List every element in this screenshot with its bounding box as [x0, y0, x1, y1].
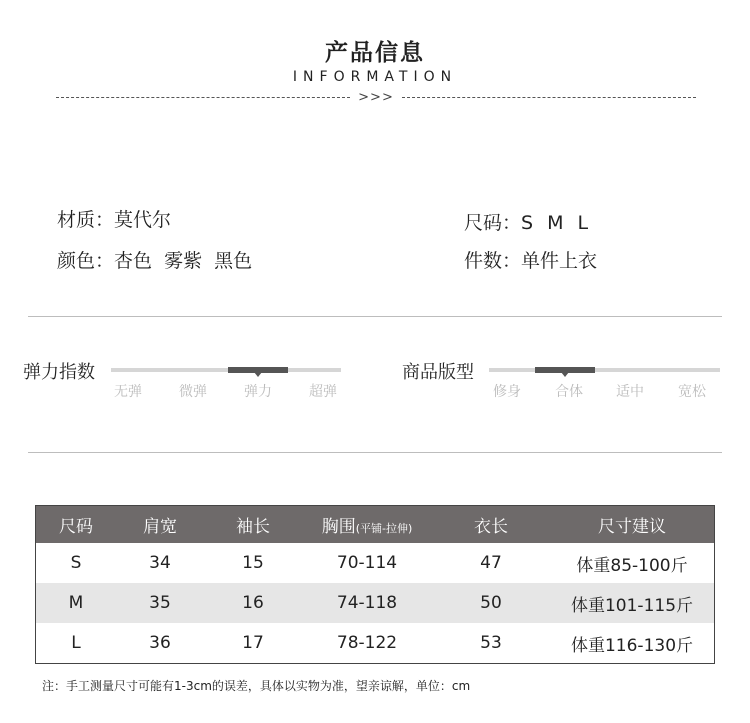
table-cell: 53	[480, 633, 502, 653]
fit-tick-2: 适中	[616, 384, 644, 400]
table-cell: 36	[149, 633, 171, 653]
table-cell: S	[70, 553, 82, 573]
material-value: 莫代尔	[114, 209, 172, 231]
dashed-line-right	[402, 97, 696, 98]
fit-label: 商品版型	[402, 362, 474, 383]
table-cell: 70-114	[336, 553, 398, 573]
table-row	[36, 583, 714, 623]
elasticity-label: 弹力指数	[23, 362, 95, 383]
header-chest-label: 胸围	[321, 517, 356, 537]
section-divider	[56, 90, 696, 105]
size-label: 尺码：	[464, 212, 522, 234]
header-suggestion: 尺寸建议	[598, 517, 666, 537]
color-label: 颜色：	[57, 250, 115, 272]
header-chest	[302, 512, 432, 537]
table-header-row	[36, 506, 714, 543]
elasticity-track	[111, 368, 341, 372]
table-cell: 50	[480, 593, 502, 613]
arrows-marker: >>>	[358, 90, 394, 105]
table-cell: 15	[242, 553, 264, 573]
color-value: 杏色 雾紫 黑色	[114, 250, 253, 272]
header-chest-note: (平铺-拉伸)	[355, 522, 413, 535]
material-info	[57, 205, 171, 232]
elasticity-tick-3: 超弹	[309, 384, 337, 400]
page-subtitle: INFORMATION	[292, 69, 458, 85]
measurement-note: 注：手工测量尺寸可能有1-3cm的误差，具体以实物为准，望亲谅解，单位：cm	[42, 679, 471, 693]
table-cell: L	[71, 633, 81, 653]
size-table	[35, 505, 715, 664]
table-cell: 34	[149, 553, 171, 573]
table-cell: M	[68, 593, 84, 613]
table-row	[36, 623, 714, 663]
elasticity-tick-1: 微弹	[179, 384, 207, 400]
elasticity-pointer	[254, 372, 262, 377]
table-cell: 体重101-115斤	[570, 595, 694, 616]
table-cell: 74-118	[336, 593, 398, 613]
fit-tick-3: 宽松	[678, 384, 706, 400]
divider-top	[28, 316, 722, 317]
header-size: 尺码	[59, 517, 93, 537]
count-value: 单件上衣	[521, 250, 598, 272]
fit-track	[489, 368, 720, 372]
table-cell: 体重116-130斤	[570, 635, 694, 656]
table-cell: 47	[480, 553, 502, 573]
divider-bottom	[28, 452, 722, 453]
header-shoulder: 肩宽	[143, 517, 177, 537]
table-cell: 35	[149, 593, 171, 613]
page-title: 产品信息	[325, 40, 425, 66]
count-label: 件数：	[464, 250, 522, 272]
header-length: 衣长	[474, 517, 508, 537]
size-value: S M L	[521, 212, 593, 234]
size-info	[464, 208, 592, 235]
table-cell: 78-122	[336, 633, 398, 653]
table-row	[36, 543, 714, 583]
fit-tick-1: 合体	[555, 384, 583, 400]
table-cell: 17	[242, 633, 264, 653]
fit-tick-0: 修身	[493, 384, 521, 400]
count-info	[464, 246, 597, 273]
table-cell: 体重85-100斤	[576, 555, 688, 576]
dashed-line-left	[56, 97, 350, 98]
elasticity-tick-0: 无弹	[114, 384, 142, 400]
material-label: 材质：	[57, 209, 115, 231]
table-cell: 16	[242, 593, 264, 613]
fit-pointer	[561, 372, 569, 377]
header-sleeve: 袖长	[236, 517, 270, 537]
elasticity-tick-2: 弹力	[244, 384, 272, 400]
color-info	[57, 246, 252, 273]
